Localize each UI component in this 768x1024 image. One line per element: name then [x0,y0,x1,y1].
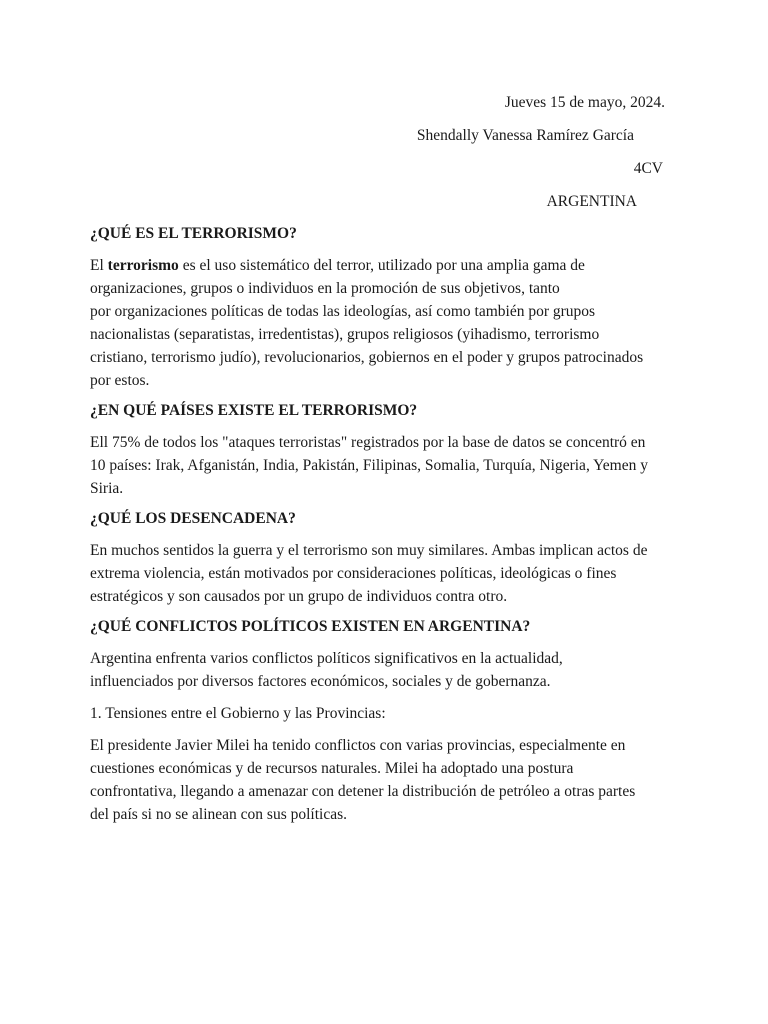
paragraph-definition [90,254,682,392]
paragraph-countries [90,431,682,500]
text-line: por estos. [90,372,150,389]
text-line: confrontativa, llegando a amenazar con detener la distribución de petróleo a otras partes [90,783,636,800]
text-line: El presidente Javier Milei ha tenido conflictos con varias provincias, especialmente en [90,737,626,754]
text-line: es el uso sistemático del terror, utilizado por una amplia gama de [178,257,585,274]
text-line: El [90,257,108,274]
paragraph-argentina-intro [90,647,682,693]
text-line: extrema violencia, están motivados por consideraciones políticas, ideológicas o fines [90,565,617,582]
section-heading-desencadena: ¿QUÉ LOS DESENCADENA? [90,510,296,527]
list-item-tensiones: 1. Tensiones entre el Gobierno y las Provincias: [90,705,386,722]
section-heading-paises: ¿EN QUÉ PAÍSES EXISTE EL TERRORISMO? [90,402,418,419]
text-line: Argentina enfrenta varios conflictos políticos significativos en la actualidad, [90,650,563,667]
author-name: Shendally Vanessa Ramírez García [416,127,634,144]
date-line: Jueves 15 de mayo, 2024. [504,94,665,111]
text-line: Ell 75% de todos los "ataques terroristas" registrados por la base de datos se concentró en [90,434,646,451]
text-line: cristiano, terrorismo judío), revolucionarios, gobiernos en el poder y grupos patrocinados [90,349,644,366]
text-line: influenciados por diversos factores económicos, sociales y de gobernanza. [90,673,551,690]
paragraph-milei [90,734,682,826]
text-line: Siria. [90,480,124,497]
document-body [90,224,682,835]
paragraph-causes [90,539,682,608]
group-code: 4CV [633,160,663,177]
text-line: estratégicos y son causados por un grupo de individuos contra otro. [90,588,508,605]
term-terrorismo: terrorismo [107,257,179,274]
text-line: cuestiones económicas y de recursos naturales. Milei ha adoptado una postura [90,760,574,777]
text-line: por organizaciones políticas de todas las ideologías, así como también por grupos [90,303,596,320]
country-label: ARGENTINA [546,193,637,210]
text-line: 10 países: Irak, Afganistán, India, Pakistán, Filipinas, Somalia, Turquía, Nigeria, Yemen y [90,457,648,474]
text-line: nacionalistas (separatistas, irredentistas), grupos religiosos (yihadismo, terrorismo [90,326,600,343]
section-heading-terrorismo: ¿QUÉ ES EL TERRORISMO? [90,225,297,242]
text-line: En muchos sentidos la guerra y el terrorismo son muy similares. Ambas implican actos de [90,542,648,559]
text-line: organizaciones, grupos o individuos en la promoción de sus objetivos, tanto [90,280,560,297]
text-line: del país si no se alinean con sus políticas. [90,806,347,823]
section-heading-argentina: ¿QUÉ CONFLICTOS POLÍTICOS EXISTEN EN ARGENTINA? [90,618,531,635]
